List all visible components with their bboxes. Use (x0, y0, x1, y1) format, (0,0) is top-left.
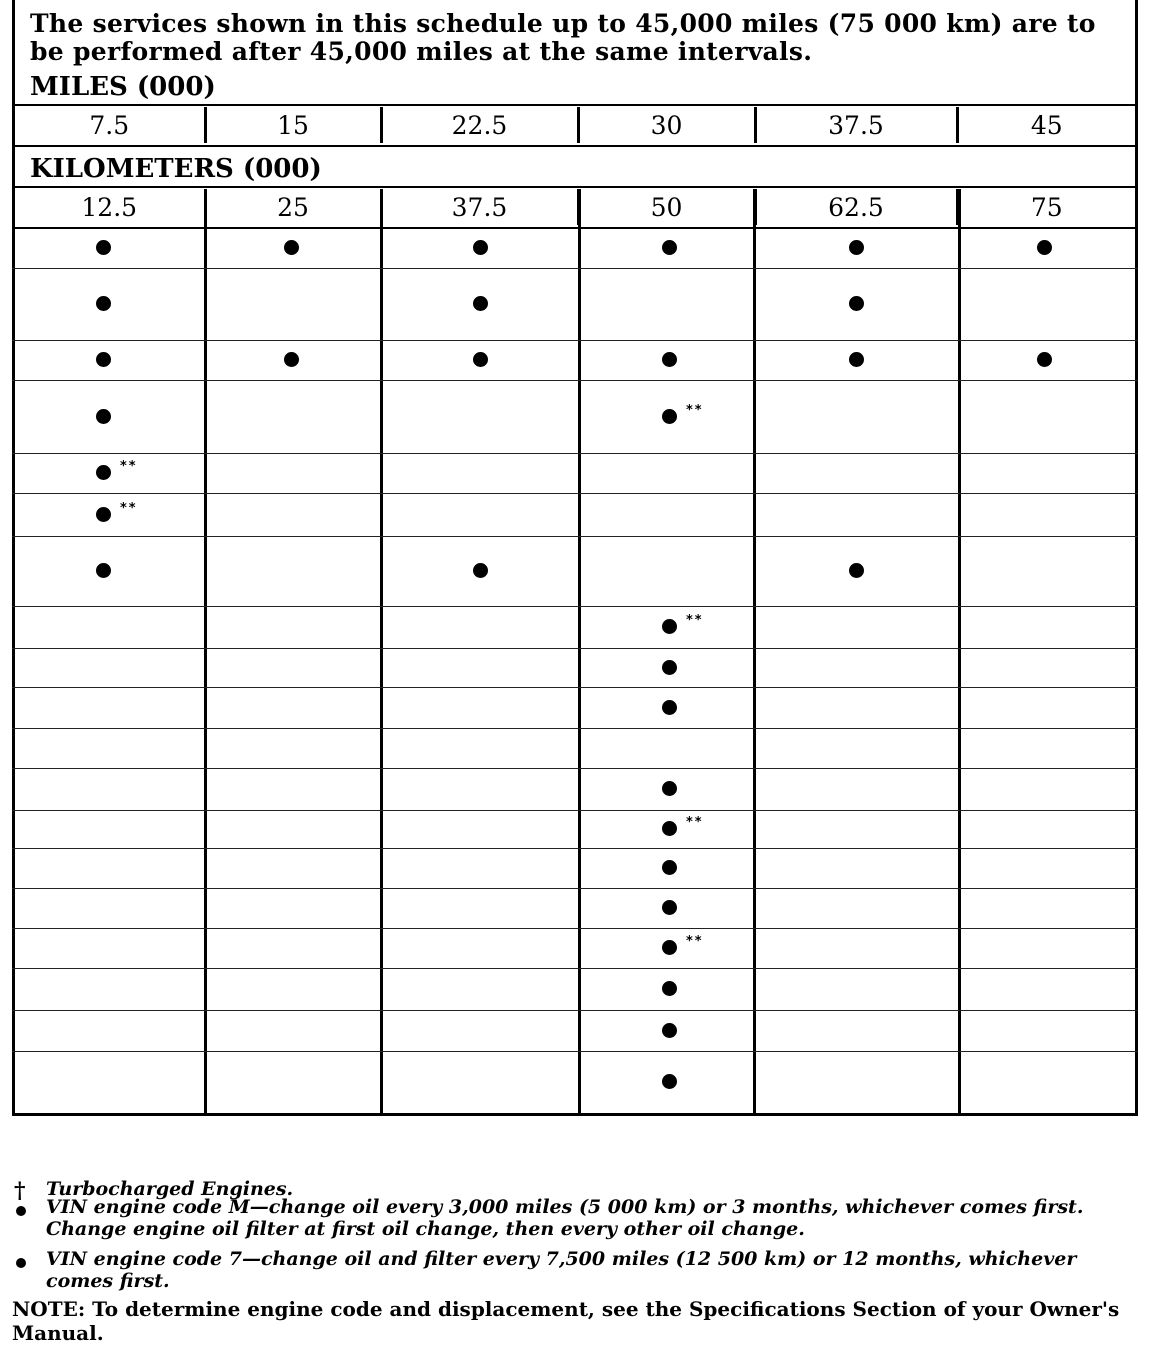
service-dot (96, 563, 111, 578)
service-dot (284, 352, 299, 367)
column-divider (204, 189, 207, 1113)
footnote-code-m: VIN engine code M—change oil every 3,000 miles (5 000 km) or 3 months, whichever comes first. Change engine oil filter at first oil change, then every other oil change. (46, 1196, 1084, 1240)
double-asterisk: ** (686, 815, 704, 830)
row-divider (12, 380, 1138, 381)
note-text: NOTE: To determine engine code and displacement, see the Specifications Section of your Owner's Manual. (12, 1297, 1120, 1345)
service-dot (1037, 352, 1052, 367)
divider (12, 186, 1138, 188)
column-divider (753, 189, 756, 1113)
double-asterisk: ** (686, 402, 704, 418)
double-asterisk: ** (120, 459, 138, 474)
service-dot (849, 240, 864, 255)
service-dot (662, 981, 677, 996)
miles-cell: 37.5 (755, 107, 957, 143)
row-divider (12, 768, 1138, 769)
miles-cell: 7.5 (89, 110, 130, 140)
miles-cell: 15 (205, 107, 381, 143)
kilometers-heading: KILOMETERS (000) (30, 154, 322, 184)
miles-heading: MILES (000) (30, 72, 216, 102)
row-divider (12, 453, 1138, 454)
service-dot (284, 240, 299, 255)
dagger-symbol: † (14, 1178, 26, 1204)
service-dot (662, 781, 677, 796)
service-dot (96, 240, 111, 255)
service-dot (849, 563, 864, 578)
row-divider (12, 928, 1138, 929)
bullet-icon (16, 1258, 26, 1268)
row-divider (12, 848, 1138, 849)
service-dot (96, 465, 111, 480)
footnote-code-7: VIN engine code 7—change oil and filter every 7,500 miles (12 500 km) or 12 months, whichever comes first. (46, 1248, 1077, 1292)
kilometers-row (15, 189, 1135, 225)
column-divider (958, 189, 961, 1113)
column-divider (380, 189, 383, 1113)
service-dot (473, 296, 488, 311)
miles-cell: 45 (957, 107, 1135, 143)
service-dot (96, 296, 111, 311)
service-dot (662, 240, 677, 255)
service-dot (96, 409, 111, 424)
row-divider (12, 968, 1138, 969)
service-dot (662, 1074, 677, 1089)
service-dot (1037, 240, 1052, 255)
row-divider (12, 606, 1138, 607)
miles-row (15, 107, 1135, 143)
kilometers-cell: 12.5 (81, 192, 138, 222)
row-divider (12, 493, 1138, 494)
kilometers-cell: 50 (578, 189, 755, 225)
kilometers-cell: 75 (957, 189, 1135, 225)
divider (12, 104, 1138, 106)
kilometers-cell: 37.5 (381, 189, 578, 225)
service-dot (849, 296, 864, 311)
footnote-turbo: Turbocharged Engines. (46, 1178, 294, 1200)
miles-cell: 30 (578, 107, 755, 143)
service-dot (662, 1023, 677, 1038)
service-dot (662, 619, 677, 634)
service-dot (662, 860, 677, 875)
service-dot (662, 409, 677, 424)
service-dot (96, 507, 111, 522)
service-dot (662, 660, 677, 675)
row-divider (12, 888, 1138, 889)
service-dot (473, 240, 488, 255)
service-dot (473, 563, 488, 578)
double-asterisk: ** (120, 500, 138, 516)
service-dot (662, 821, 677, 836)
row-divider (12, 1010, 1138, 1011)
service-dot (662, 352, 677, 367)
double-asterisk: ** (686, 613, 704, 628)
row-divider (12, 810, 1138, 811)
service-dot (662, 700, 677, 715)
kilometers-cell: 62.5 (755, 189, 957, 225)
row-divider (12, 728, 1138, 729)
bullet-icon (16, 1206, 26, 1216)
service-dot (96, 352, 111, 367)
miles-cell: 22.5 (381, 107, 578, 143)
row-divider (12, 227, 1138, 229)
kilometers-cell: 25 (205, 189, 381, 225)
service-dot (473, 352, 488, 367)
divider (12, 145, 1138, 147)
row-divider (12, 536, 1138, 537)
row-divider (12, 648, 1138, 649)
service-dot (662, 900, 677, 915)
row-divider (12, 1051, 1138, 1052)
service-dot (662, 940, 677, 955)
schedule-intro: The services shown in this schedule up to 45,000 miles (75 000 km) are to be performed after 45,000 miles at the same intervals. (30, 9, 1096, 66)
column-divider (578, 189, 581, 1113)
row-divider (12, 687, 1138, 688)
double-asterisk: ** (686, 934, 704, 949)
row-divider (12, 268, 1138, 269)
row-divider (12, 340, 1138, 341)
service-dot (849, 352, 864, 367)
